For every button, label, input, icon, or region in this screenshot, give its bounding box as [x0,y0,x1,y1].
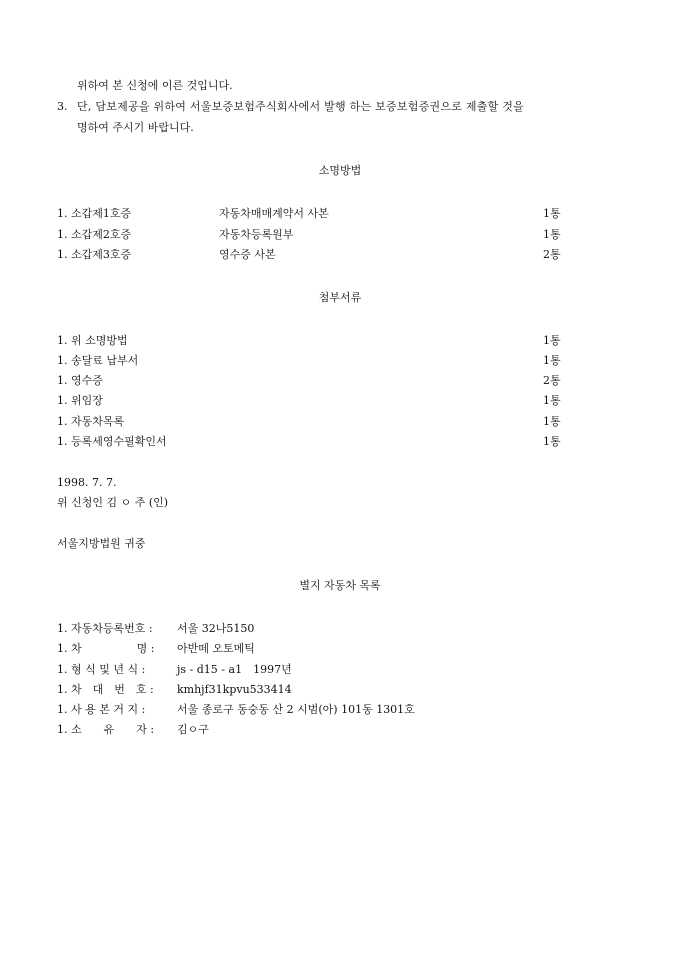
vehicle-field-label: 1. 소 유 자 : [57,723,155,736]
attachment-label: 1. 영수증 [57,374,103,387]
attachment-qty: 1통 [543,394,561,407]
evidence-label: 1. 소갑제2호증 [57,228,132,241]
attachment-label: 1. 위 소명방법 [57,334,128,347]
item-3-line-1: 단, 담보제공을 위하여 서울보증보험주식회사에서 발행 하는 보증보험증권으로 제출할 것을 [77,100,525,113]
vehicle-field-value: kmhjf31kpvu533414 [177,683,292,696]
vehicle-field-label: 1. 사 용 본 거 지 : [57,703,146,716]
vehicle-list-title: 별지 자동차 목록 [299,579,381,592]
item-3-line-2: 명하여 주시기 바랍니다. [77,121,194,134]
attachment-label: 1. 위임장 [57,394,103,407]
attachment-label: 1. 자동차목록 [57,415,125,428]
applicant-signature: 위 신청인 김 ㅇ 주 (인) [57,496,169,509]
attachment-qty: 1통 [543,435,561,448]
vehicle-field-label: 1. 차 대 번 호 : [57,683,154,696]
vehicle-field-label: 1. 형 식 및 년 식 : [57,663,146,676]
evidence-label: 1. 소갑제1호증 [57,207,132,220]
evidence-desc: 자동차매매계약서 사본 [219,207,329,220]
court-addressee: 서울지방법원 귀중 [57,537,146,550]
vehicle-field-value: 서울 종로구 동숭동 산 2 시범(아) 101동 1301호 [177,703,415,716]
attachment-qty: 1통 [543,354,561,367]
attachment-qty: 2통 [543,374,561,387]
evidence-desc: 영수증 사본 [219,248,276,261]
evidence-qty: 1통 [543,207,561,220]
evidence-title: 소명방법 [318,164,362,177]
evidence-qty: 2통 [543,248,561,261]
vehicle-field-value: 아반떼 오토메틱 [177,642,255,655]
vehicle-field-value: 서울 32나5150 [177,622,255,635]
intro-line-1: 위하여 본 신청에 이른 것입니다. [77,79,233,92]
vehicle-field-value: 김ㅇ구 [177,723,209,736]
attachment-qty: 1통 [543,334,561,347]
attachment-label: 1. 등록세영수필확인서 [57,435,167,448]
item-3-number: 3. [57,100,68,113]
attachment-label: 1. 송달료 납부서 [57,354,139,367]
vehicle-field-value: js - d15 - a1 1997년 [177,663,292,676]
attachments-title: 첨부서류 [318,291,362,304]
evidence-qty: 1통 [543,228,561,241]
vehicle-field-label: 1. 차 명 : [57,642,155,655]
evidence-desc: 자동차등록원부 [219,228,294,241]
document-date: 1998. 7. 7. [57,476,117,489]
evidence-label: 1. 소갑제3호증 [57,248,132,261]
attachment-qty: 1통 [543,415,561,428]
vehicle-field-label: 1. 자동차등록번호 : [57,622,153,635]
